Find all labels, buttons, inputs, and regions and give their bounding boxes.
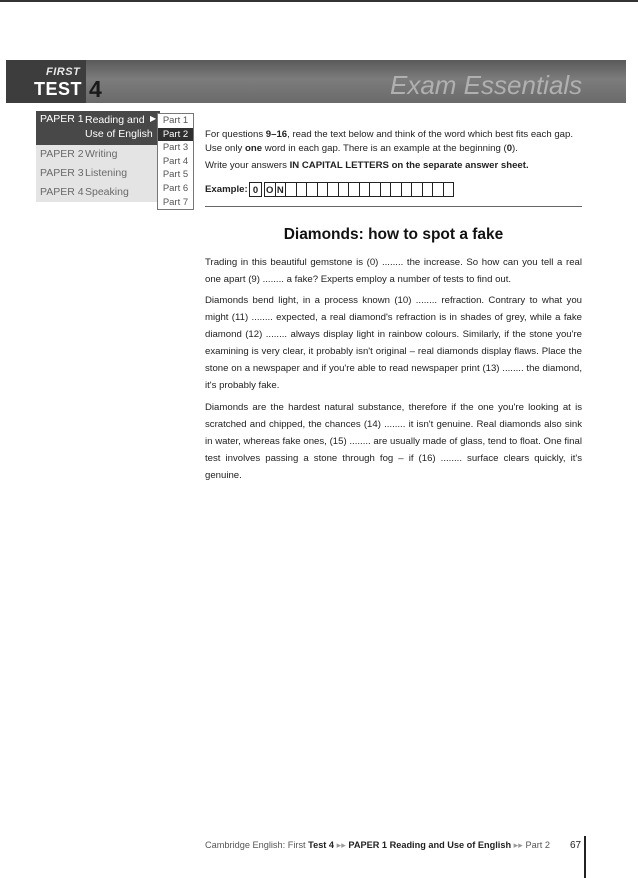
test-label-text: TEST [34, 79, 83, 99]
part-1-tab[interactable]: Part 1 [162, 115, 189, 126]
paper-label: PAPER 4 [40, 186, 84, 198]
paper-label: PAPER 3 [40, 167, 84, 179]
instr-one: one [245, 142, 263, 154]
test-label [34, 77, 82, 101]
paper-name: Listening [85, 167, 128, 179]
paper-name-line1: Reading and [85, 114, 145, 126]
footer-publisher: Cambridge English: First [205, 840, 306, 850]
test-number: 4 [89, 76, 102, 102]
footer-paper: PAPER 1 [348, 840, 388, 850]
instr-text: , read the text below and think of the word which best fits each gap. Use only [205, 129, 573, 154]
instr-text: ). [512, 142, 518, 154]
instr-text: For questions [205, 129, 266, 140]
paper-label: PAPER 2 [40, 148, 84, 160]
divider [205, 206, 582, 207]
article-paragraph: Diamonds bend light, in a process known (10) ........ refraction. Contrary to what you might (11) ........ expected, a real diamond's refraction is in shades of grey, while a fake diamond (12) ........ always display light in rainbow colours. Similarly, if the stone you're examining is very clear, it probably isn't original – real diamonds display flaws. Place the stone on a newspaper and if you're able to read newspaper print (13) ........ the diamond, it's probably fake. [205, 295, 582, 391]
paper-name: Writing [85, 148, 118, 160]
footer-paper-name: Reading and Use of English [389, 840, 512, 850]
instr-text: word in each gap. There is an example at the beginning ( [262, 142, 507, 154]
instructions-main [205, 128, 585, 155]
footer-part: Part 2 [525, 840, 550, 850]
chevron-right-icon: ▸▸ [513, 840, 523, 850]
example-label: Example: [205, 184, 248, 195]
instr-capitals: IN CAPITAL LETTERS on the separate answer sheet. [289, 160, 529, 171]
part-4-tab[interactable]: Part 4 [162, 155, 189, 167]
page-footer [205, 840, 550, 851]
nav-paper-3[interactable] [36, 164, 160, 183]
example-number-box: 0 [249, 182, 262, 197]
instr-zero: 0 [506, 142, 513, 154]
example-answer-boxes [250, 182, 454, 197]
nav-paper-1[interactable] [36, 111, 160, 145]
paper-label: PAPER 1 [40, 113, 84, 125]
article-title: Diamonds: how to spot a fake [283, 226, 504, 243]
instr-text: Write your answers [205, 160, 290, 171]
paper-name-line2: Use of English [85, 128, 153, 140]
page-number: 67 [570, 840, 582, 851]
nav-paper-4[interactable] [36, 183, 160, 202]
triangle-right-icon: ▶ [150, 114, 157, 123]
footer-test: Test 4 [308, 840, 335, 850]
example-letter-box: O [264, 182, 276, 197]
article-paragraph: Diamonds are the hardest natural substance, therefore if the one you're looking at is scratched and chipped, the chances (14) ........ it isn't genuine. Real diamonds also sink in water, whereas fake ones, (15) ........ are usually made of glass, tend to float. One final test involves passing a stone through fog – if (16) ........ surface clears quickly, it's genuine. [205, 402, 582, 481]
part-7-tab[interactable]: Part 7 [162, 196, 189, 208]
part-5-tab[interactable]: Part 5 [162, 169, 189, 181]
part-6-tab[interactable]: Part 6 [162, 182, 189, 194]
first-label: FIRST [46, 66, 81, 78]
chevron-right-icon: ▸▸ [336, 840, 346, 850]
banner-title: Exam Essentials [390, 70, 583, 100]
instr-questions: 9–16 [265, 129, 288, 140]
parts-list [157, 113, 194, 210]
example-letter-box: N [275, 182, 287, 197]
empty-answer-box [443, 182, 455, 197]
article-paragraph: Trading in this beautiful gemstone is (0) ........ the increase. So how can you tell a real one apart (9) ........ a fake? Experts employ a number of tests to find out. [205, 257, 582, 285]
paper-name: Speaking [85, 186, 129, 198]
part-2-tab[interactable]: Part 2 [158, 128, 193, 142]
part-3-tab[interactable]: Part 3 [162, 142, 189, 154]
nav-paper-2[interactable] [36, 145, 160, 164]
page-edge-bar [584, 836, 586, 878]
instructions-answers [205, 159, 585, 173]
top-border [0, 0, 638, 2]
